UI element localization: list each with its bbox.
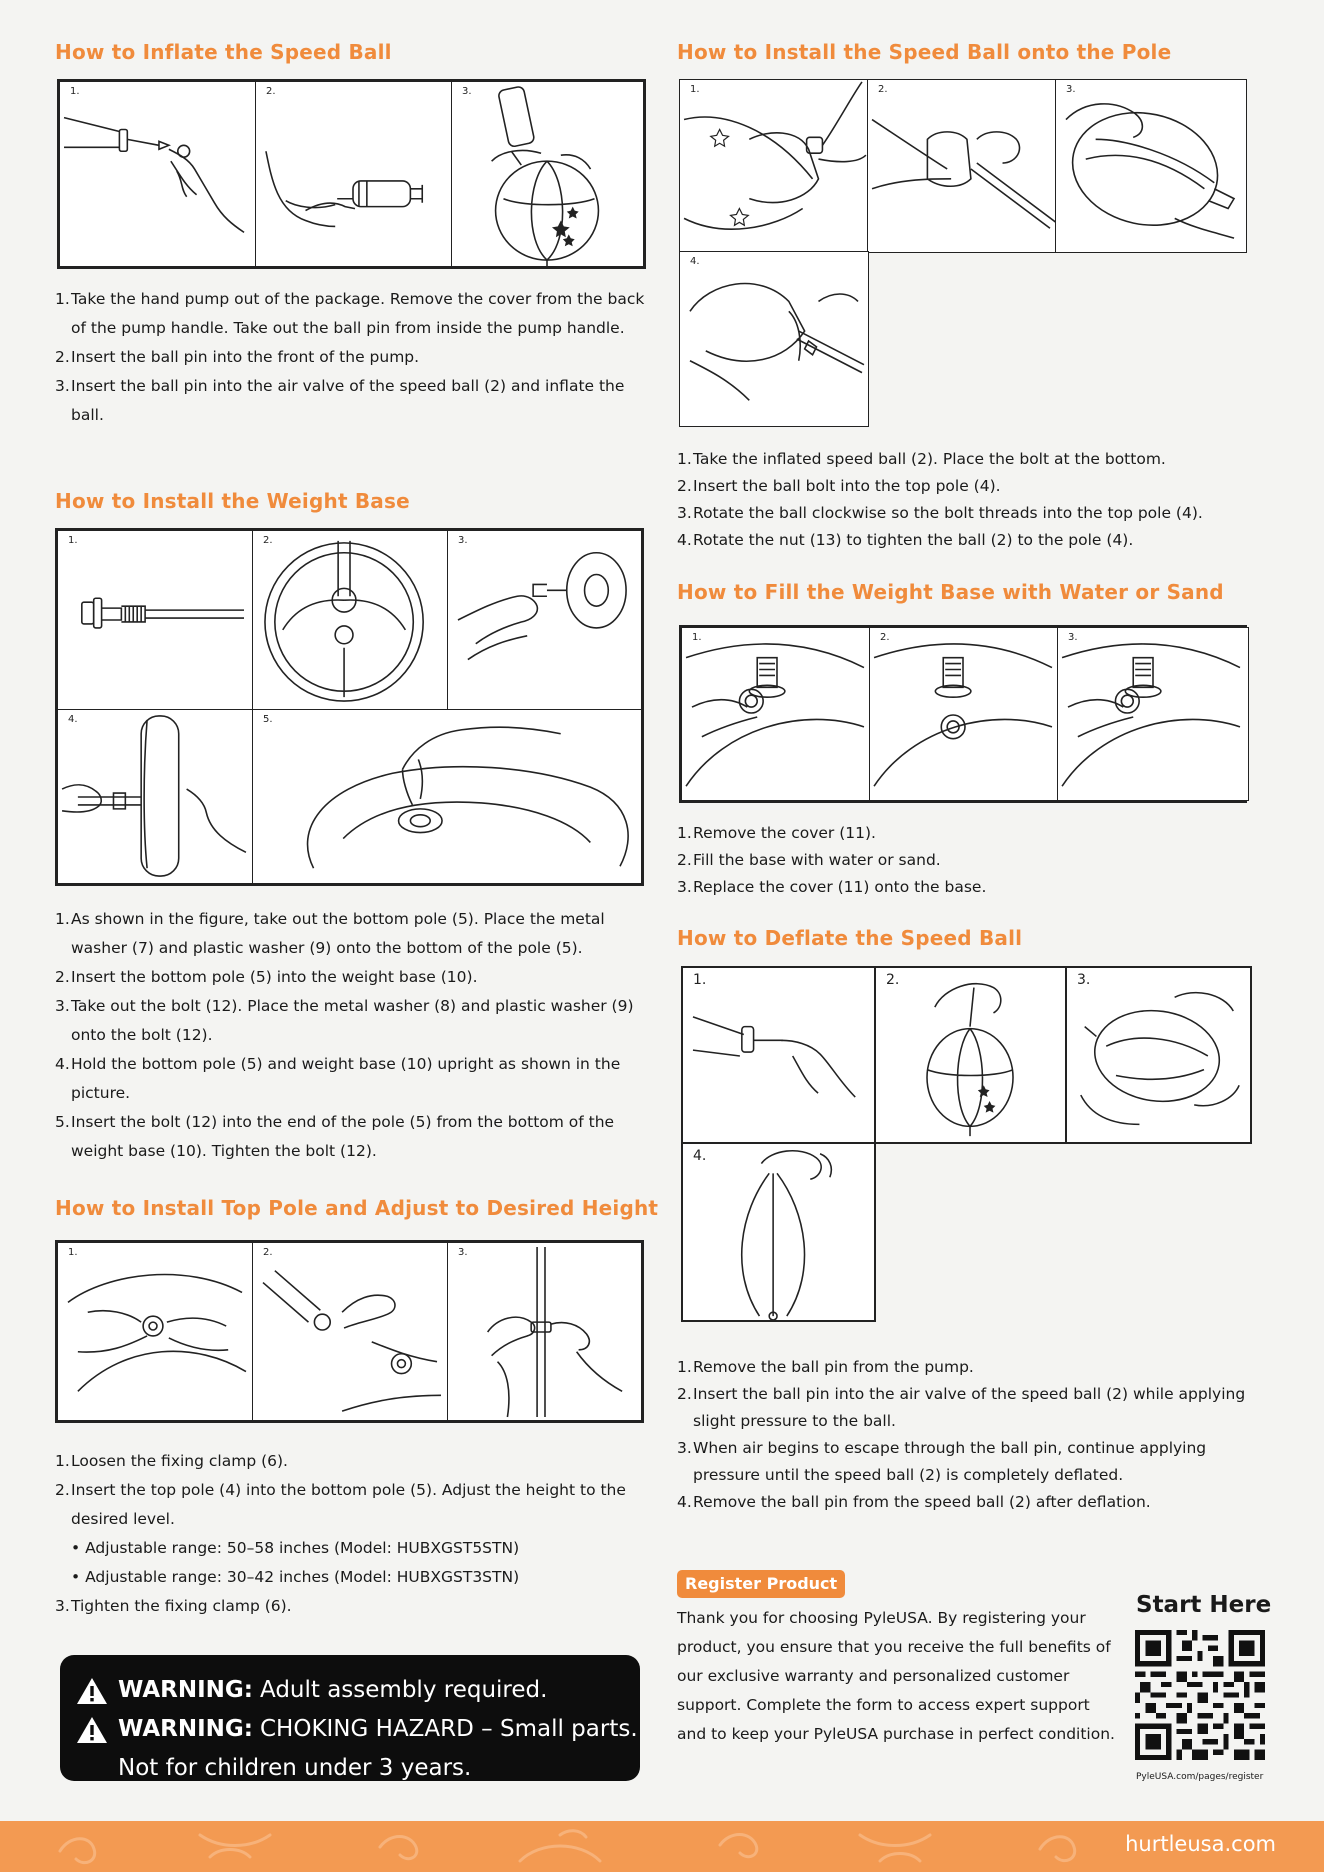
section-title-install-ball: How to Install the Speed Ball onto the Pole <box>677 40 1172 64</box>
base-insert-illustration <box>253 531 447 709</box>
panel-number: 3. <box>462 86 472 97</box>
steps-list-install-ball <box>677 446 1277 554</box>
panel-number: 1. <box>68 1247 78 1258</box>
panel-number: 3. <box>1066 84 1076 95</box>
warning-text: CHOKING HAZARD – Small parts. <box>259 1716 638 1742</box>
illustration-panel <box>252 709 642 884</box>
section-title-fill-base: How to Fill the Weight Base with Water or Sand <box>677 580 1224 604</box>
panel-number: 2. <box>886 972 900 988</box>
illustration-panel <box>681 966 876 1144</box>
warning-box <box>60 1655 640 1781</box>
panel-number: 3. <box>1068 632 1078 643</box>
section-title-weight-base: How to Install the Weight Base <box>55 489 410 513</box>
qr-caption: PyleUSA.com/pages/register <box>1136 1772 1264 1782</box>
deflated-ball-illustration <box>683 1144 874 1320</box>
panel-number: 1. <box>690 84 700 95</box>
bolt-into-pole-illustration <box>448 531 641 709</box>
illustration-panel <box>255 81 452 267</box>
step-item: 1.Remove the ball pin from the pump. <box>677 1358 974 1376</box>
panel-number: 1. <box>692 632 702 643</box>
register-product-badge[interactable]: Register Product <box>677 1570 845 1598</box>
step-item: 1.As shown in the figure, take out the bottom pole (5). Place the metal washer (7) and plastic washer (9) onto the bottom of the pole (5). <box>55 910 605 957</box>
warning-triangle-icon <box>76 1716 108 1744</box>
steps-list-inflate <box>55 285 650 430</box>
panel-number: 1. <box>68 535 78 546</box>
pump-cap-illustration <box>60 82 255 266</box>
panel-number: 4. <box>68 714 78 725</box>
illustration-panel <box>1057 627 1249 801</box>
step-item: 3.Replace the cover (11) onto the base. <box>677 878 987 896</box>
illustration-panel <box>451 81 644 267</box>
illustration-panel <box>57 1242 253 1421</box>
illustration-panel <box>679 251 869 427</box>
illustration-panel <box>681 1142 876 1322</box>
bolt-into-pole-ball-illustration <box>868 80 1056 252</box>
illustration-grid-top-pole <box>55 1240 644 1423</box>
warning-line <box>76 1671 640 1710</box>
panel-number: 5. <box>263 714 273 725</box>
ball-bolt-illustration <box>680 80 868 252</box>
step-item: 2.Insert the top pole (4) into the bottom pole (5). Adjust the height to the desired level. <box>55 1481 626 1528</box>
illustration-panel <box>252 530 448 710</box>
press-ball-illustration <box>1067 968 1250 1142</box>
pump-pin-illustration <box>256 82 451 266</box>
panel-number: 3. <box>1077 972 1091 988</box>
step-item: 3.Rotate the ball clockwise so the bolt threads into the top pole (4). <box>677 504 1203 522</box>
panel-number: 1. <box>70 86 80 97</box>
illustration-panel <box>681 627 871 801</box>
illustration-grid-weight-base <box>55 528 644 886</box>
replace-cover-illustration <box>1058 628 1248 800</box>
remove-cover-illustration <box>682 628 870 800</box>
step-subitem: • Adjustable range: 30–42 inches (Model: HUBXGST3STN) <box>71 1568 520 1586</box>
steps-list-fill-base <box>677 820 1277 901</box>
warning-label: WARNING: <box>118 1716 253 1742</box>
step-item: 3.When air begins to escape through the ball pin, continue applying pressure until the speed ball (2) is completely deflated. <box>677 1439 1207 1484</box>
fill-base-illustration <box>870 628 1058 800</box>
panel-number: 3. <box>458 1247 468 1258</box>
panel-number: 2. <box>880 632 890 643</box>
illustration-panel <box>57 530 253 710</box>
panel-number: 4. <box>693 1148 707 1164</box>
illustration-grid-deflate <box>681 966 1252 1322</box>
register-description: Thank you for choosing PyleUSA. By registering your product, you ensure that you receive the full benefits of our exclusive warranty and personalized customer support. Complete the form to access expert support and to keep your PyleUSA purchase in perfect condition. <box>677 1609 1115 1743</box>
step-item: 3.Insert the ball pin into the air valve of the speed ball (2) and inflate the ball. <box>55 377 625 424</box>
loosen-clamp-illustration <box>58 1243 252 1420</box>
step-item: 3.Take out the bolt (12). Place the metal washer (8) and plastic washer (9) onto the bolt (12). <box>55 997 634 1044</box>
illustration-grid-fill-base <box>679 625 1247 803</box>
illustration-panel <box>59 81 256 267</box>
panel-number: 1. <box>693 972 707 988</box>
step-item: 5.Insert the bolt (12) into the end of the pole (5) from the bottom of the weight base (10). Tighten the bolt (12). <box>55 1113 615 1160</box>
step-item: 2.Insert the bottom pole (5) into the weight base (10). <box>55 968 478 986</box>
illustration-grid-install-ball <box>679 79 1247 427</box>
step-item: 2.Fill the base with water or sand. <box>677 851 941 869</box>
step-item: 3.Tighten the fixing clamp (6). <box>55 1597 292 1615</box>
qr-title: Start Here <box>1136 1592 1272 1618</box>
inflate-ball-illustration <box>452 82 643 266</box>
step-subitem: • Adjustable range: 50–58 inches (Model: HUBXGST5STN) <box>71 1539 520 1557</box>
panel-number: 2. <box>878 84 888 95</box>
tighten-clamp-illustration <box>448 1243 641 1420</box>
panel-number: 2. <box>263 535 273 546</box>
steps-list-weight-base <box>55 905 650 1166</box>
illustration-panel <box>252 1242 448 1421</box>
illustration-panel <box>57 709 253 884</box>
steps-list-deflate <box>677 1354 1277 1516</box>
section-title-inflate: How to Inflate the Speed Ball <box>55 40 392 64</box>
footer-url[interactable]: hurtleusa.com <box>1125 1832 1276 1856</box>
remove-pin-illustration <box>683 968 874 1142</box>
section-title-deflate: How to Deflate the Speed Ball <box>677 926 1023 950</box>
step-item: 4.Remove the ball pin from the speed ball (2) after deflation. <box>677 1493 1151 1511</box>
illustration-panel <box>1055 79 1247 253</box>
illustration-panel <box>447 1242 642 1421</box>
illustration-grid-inflate <box>57 79 646 269</box>
step-item: 2.Insert the ball bolt into the top pole (4). <box>677 477 1001 495</box>
steps-list-top-pole <box>55 1447 650 1621</box>
step-item: 4.Hold the bottom pole (5) and weight base (10) upright as shown in the picture. <box>55 1055 621 1102</box>
step-item: 1.Take the hand pump out of the package. Remove the cover from the back of the pump handle. Take out the ball pin from inside the pump handle. <box>55 290 645 337</box>
step-item: 4.Rotate the nut (13) to tighten the ball (2) to the pole (4). <box>677 531 1134 549</box>
illustration-panel <box>874 966 1067 1144</box>
qr-code-icon[interactable] <box>1135 1630 1265 1760</box>
rotate-ball-illustration <box>1056 80 1246 252</box>
footer-bar <box>0 1821 1324 1872</box>
warning-line <box>76 1710 640 1749</box>
hold-upright-illustration <box>58 710 252 883</box>
section-title-top-pole: How to Install Top Pole and Adjust to Desired Height <box>55 1196 659 1220</box>
tighten-bolt-illustration <box>253 710 641 883</box>
panel-number: 4. <box>690 256 700 267</box>
panel-number: 2. <box>266 86 276 97</box>
warning-triangle-icon <box>76 1677 108 1705</box>
step-item: 2.Insert the ball pin into the air valve of the speed ball (2) while applying slight pressure to the ball. <box>677 1385 1246 1430</box>
step-item: 1.Remove the cover (11). <box>677 824 876 842</box>
warning-label: WARNING: <box>118 1677 253 1703</box>
warning-text: Not for children under 3 years. <box>118 1755 472 1781</box>
tighten-nut-illustration <box>680 252 868 426</box>
illustration-panel <box>867 79 1057 253</box>
step-item: 1.Take the inflated speed ball (2). Place the bolt at the bottom. <box>677 450 1166 468</box>
illustration-panel <box>679 79 869 253</box>
panel-number: 2. <box>263 1247 273 1258</box>
pin-into-valve-illustration <box>876 968 1065 1142</box>
illustration-panel <box>869 627 1059 801</box>
bolt-washer-illustration <box>58 531 252 709</box>
warning-text: Adult assembly required. <box>259 1677 548 1703</box>
step-item: 1.Loosen the fixing clamp (6). <box>55 1452 288 1470</box>
illustration-panel <box>447 530 642 710</box>
insert-top-pole-illustration <box>253 1243 447 1420</box>
panel-number: 3. <box>458 535 468 546</box>
step-item: 2.Insert the ball pin into the front of the pump. <box>55 348 420 366</box>
illustration-panel <box>1065 966 1252 1144</box>
